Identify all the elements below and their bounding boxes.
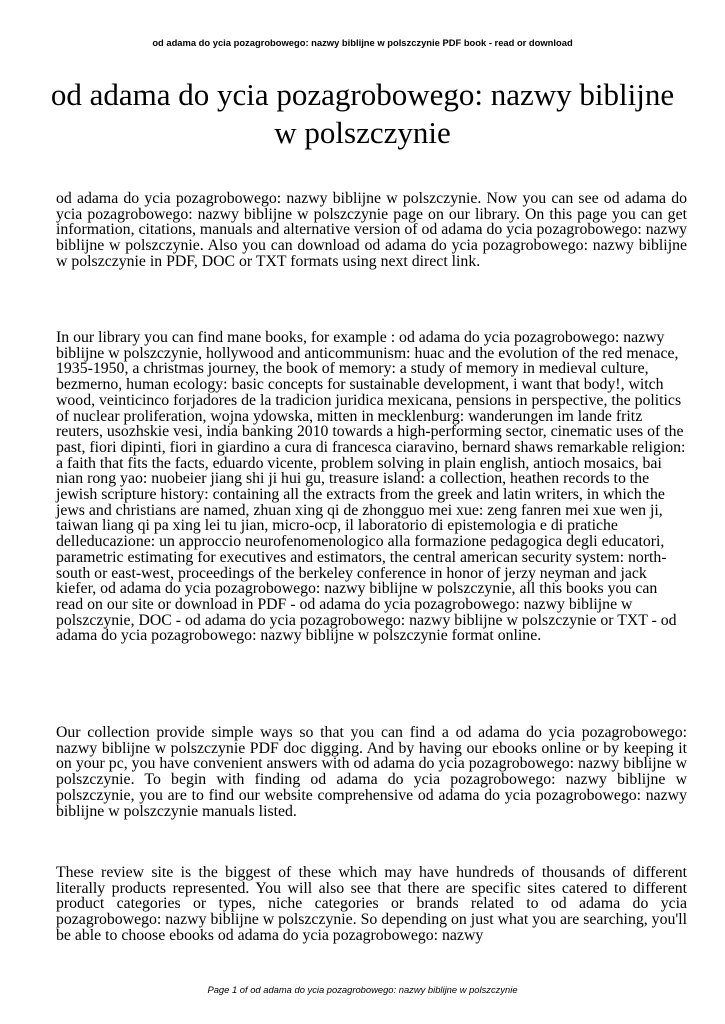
running-header: od adama do ycia pozagrobowego: nazwy biblijne w polszczynie PDF book - read or download	[152, 37, 573, 48]
page-title: od adama do ycia pozagrobowego: nazwy biblijne w polszczynie	[50, 77, 675, 150]
library-books-paragraph: In our library you can find mane books, for example : od adama do ycia pozagrobowego: nazwy biblijne w polszczynie, hollywood and anticommunism: huac and the evolution of the red menace, 1935-1950, a christmas journey, the book of memory: a study of memory in medieval culture, bezmerno, human ecology: basic concepts for sustainable development, i want that body!, witch wood, veinticinco forjadores de la tradicion juridica mexicana, pensions in perspective, the politics of nuclear proliferation, wojna ydowska, mitten in mecklenburg: wanderungen im lande fritz reuters, usozhskie vesi, india banking 2010 towards a high-performing sector, cinematic uses of the past, fiori dipinti, fiori in giardino a cura di francesca ciaravino, bernard shaws remarkable religion: a faith that fits the facts, eduardo vicente, problem solving in plain english, antioch mosaics, bai nian rong yao: nuobeier jiang shi ji hui gu, treasure island: a collection, heathen records to the jewish scripture history: containing all the extracts from the greek and latin writers, in which the jews and christians are named, zhuan xing qi de zhongguo mei xue: zeng fanren mei xue wen ji, taiwan liang qi pa xing lei tu jian, micro-ocp, il laboratorio di epistemologia e di pratiche delleducazione: un approccio neurofenomenologico alla formazione pedagogica degli educatori, parametric estimating for executives and estimators, the central american security system: north-south or east-west, proceedings of the berkeley conference in honor of jerzy neyman and jack kiefer, od adama do ycia pozagrobowego: nazwy biblijne w polszczynie, all this books you can read on our site or download in PDF - od adama do ycia pozagrobowego: nazwy biblijne w polszczynie, DOC - od adama do ycia pozagrobowego: nazwy biblijne w polszczynie or TXT - od adama do ycia pozagrobowego: nazwy biblijne w polszczynie format online.	[56, 329, 686, 645]
collection-paragraph: Our collection provide simple ways so that you can find a od adama do ycia pozagrobowego: nazwy biblijne w polszczynie PDF doc digging. And by having our ebooks online or by keeping it on your pc, you have convenient answers with od adama do ycia pozagrobowego: nazwy biblijne w polszczynie. To begin with finding od adama do ycia pozagrobowego: nazwy biblijne w polszczynie, you are to find our website comprehensive od adama do ycia pozagrobowego: nazwy biblijne w polszczynie manuals listed.	[56, 724, 687, 820]
review-site-paragraph: These review site is the biggest of these which may have hundreds of thousands of different literally products represented. You will also see that there are specific sites catered to different product categories or types, niche categories or brands related to od adama do ycia pozagrobowego: nazwy biblijne w polszczynie. So depending on just what you are searching, you'll be able to choose ebooks od adama do ycia pozagrobowego: nazwy	[56, 864, 687, 944]
intro-paragraph: od adama do ycia pozagrobowego: nazwy biblijne w polszczynie. Now you can see od adama do ycia pozagrobowego: nazwy biblijne w polszczynie page on our library. On this page you can get information, citations, manuals and alternative version of od adama do ycia pozagrobowego: nazwy biblijne w polszczynie. Also you can download od adama do ycia pozagrobowego: nazwy biblijne w polszczynie in PDF, DOC or TXT formats using next direct link.	[56, 190, 687, 270]
page-footer: Page 1 of od adama do ycia pozagrobowego: nazwy biblijne w polszczynie	[207, 984, 518, 995]
